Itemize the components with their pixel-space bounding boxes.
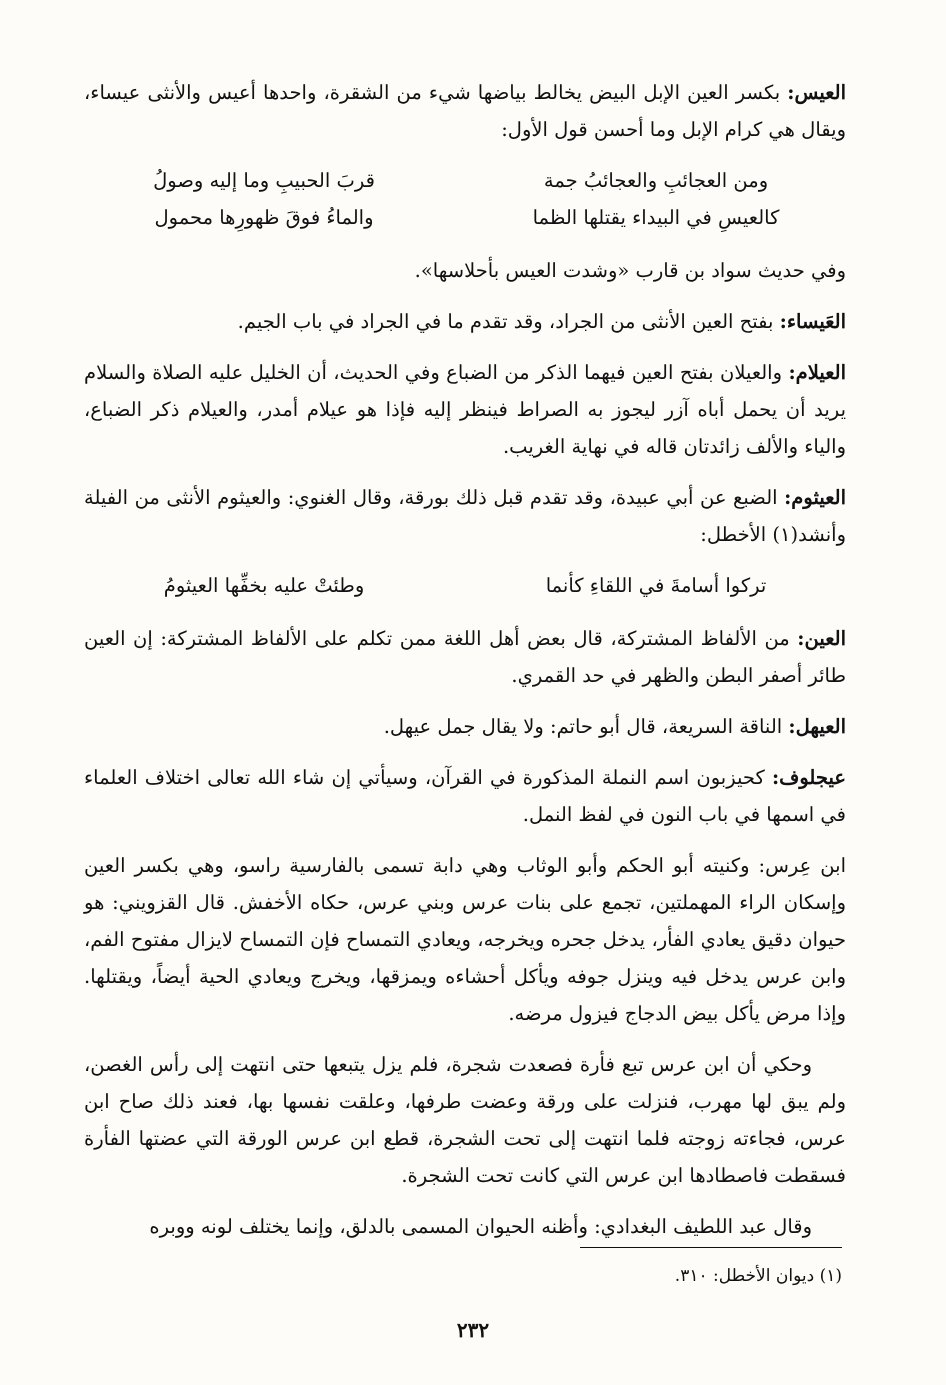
- entry-text: من الألفاظ المشتركة، قال بعض أهل اللغة ممن تكلم على الألفاظ المشتركة: إن العين طائر أصفر البطن والظهر في حد القمري.: [84, 627, 846, 687]
- entry-lemma: العيس:: [787, 81, 846, 104]
- entry-al-aylam: [84, 354, 846, 465]
- verse-first-hemistich: تركوا أسامةَ في اللقاءِ كأنما: [545, 574, 767, 597]
- entry-lemma: عيجلوف:: [771, 766, 846, 789]
- entry-text: الضبع عن أبي عبيدة، وقد تقدم قبل ذلك بورقة، وقال الغنوي: والعيثوم الأنثى من الفيلة وأنشد(١) الأخطل:: [84, 486, 846, 546]
- paragraph-story: [84, 1046, 846, 1194]
- entry-text: وكنيته أبو الحكم وأبو الوثاب وهي دابة تسمى بالفارسية راسو، وهي بكسر العين وإسكان الراء المهملتين، تجمع على بنات عرس وبني عرس، حكاه الأخفش. قال القزويني: هو حيوان دقيق يعادي الفأر، يدخل جحره ويخرجه، ويعادي التمساح فإن التمساح لايزال مفتوح الفم، وابن عرس يدخل فيه وينزل جوفه ويأكل أحشاءه ويمزقها، ويخرج ويعادي الحية أيضاً، ويقتلها. وإذا مرض يأكل بيض الدجاج فيزول مرضه.: [84, 854, 846, 1025]
- verse-second-hemistich: قربَ الحبيبِ وما إليه وصولُ: [153, 169, 375, 192]
- footnote: (١) ديوان الأخطل: ٣١٠.: [674, 1266, 842, 1286]
- entry-lemma: ابن عِرس:: [758, 854, 846, 877]
- verse-line: [84, 567, 846, 604]
- verse-first-hemistich: ومن العجائبِ والعجائبُ جمة: [543, 169, 769, 192]
- entry-lemma: العَيساء:: [779, 310, 846, 333]
- verse-first-hemistich: كالعيسِ في البيداء يقتلها الظما: [532, 206, 780, 229]
- poem-verses-2: [84, 567, 846, 604]
- entry-text: بفتح العين الأنثى من الجراد، وقد تقدم ما في الجراد في باب الجيم.: [237, 310, 780, 333]
- entry-text: الناقة السريعة، قال أبو حاتم: ولا يقال جمل عيهل.: [383, 715, 789, 738]
- entry-lemma: العيثوم:: [784, 486, 846, 509]
- entry-al-ayhal: [84, 708, 846, 745]
- verse-line: [84, 162, 846, 199]
- entry-al-aysa: [84, 303, 846, 340]
- entry-text: بكسر العين الإبل البيض يخالط بياضها شيء من الشقرة، واحدها أعيس والأنثى عيساء، ويقال هي كرام الإبل وما أحسن قول الأول:: [84, 81, 846, 141]
- entry-lemma: العيلام:: [788, 361, 846, 384]
- entry-text: كحيزبون اسم النملة المذكورة في القرآن، وسيأتي إن شاء الله تعالى اختلاف العلماء في اسمها في باب النون في لفظ النمل.: [84, 766, 846, 826]
- verse-second-hemistich: والماءُ فوقَ ظهورِها محمول: [154, 206, 374, 229]
- paragraph-text: وفي حديث سواد بن قارب «وشدت العيس بأحلاسها».: [414, 259, 846, 282]
- paragraph-hadith: [84, 252, 846, 289]
- paragraph-baghdadi: [84, 1208, 846, 1245]
- entry-al-ayn: [84, 620, 846, 694]
- paragraph-text: وقال عبد اللطيف البغدادي: وأظنه الحيوان المسمى بالدلق، وإنما يختلف لونه ووبره: [149, 1215, 812, 1238]
- entry-ayjaluf: [84, 759, 846, 833]
- entry-ibn-irs: [84, 847, 846, 1032]
- entry-text: والعيلان بفتح العين فيهما الذكر من الضباع وفي الحديث، أن الخليل عليه الصلاة والسلام يريد أن يحمل أباه آزر ليجوز به الصراط فينظر إليه فإذا هو عيلام أمدر، والعيلام ذكر الضباع، والياء والألف زائدتان قاله في نهاية الغريب.: [84, 361, 846, 458]
- entry-lemma: العيهل:: [788, 715, 846, 738]
- verse-second-hemistich: وطئتْ عليه بخفِّها العيثومُ: [163, 574, 365, 597]
- paragraph-text: وحكي أن ابن عرس تبع فأرة فصعدت شجرة، فلم يزل يتبعها حتى انتهت إلى رأس الغصن، ولم يبق لها مهرب، فنزلت على ورقة وعضت طرفها، وعلقت نفسها بها، فعند ذلك صاح ابن عرس، فجاءته زوجته فلما انتهت إلى تحت الشجرة، قطع ابن عرس الورقة التي عضتها الفأرة فسقطت فاصطادها ابن عرس التي كانت تحت الشجرة.: [84, 1053, 846, 1187]
- poem-verses-1: [84, 162, 846, 236]
- entry-al-aythum: [84, 479, 846, 553]
- footnote-divider: [580, 1247, 842, 1248]
- page-number: ٢٣٢: [456, 1318, 490, 1342]
- entry-lemma: العين:: [797, 627, 846, 650]
- verse-line: [84, 199, 846, 236]
- entry-al-ays: [84, 74, 846, 148]
